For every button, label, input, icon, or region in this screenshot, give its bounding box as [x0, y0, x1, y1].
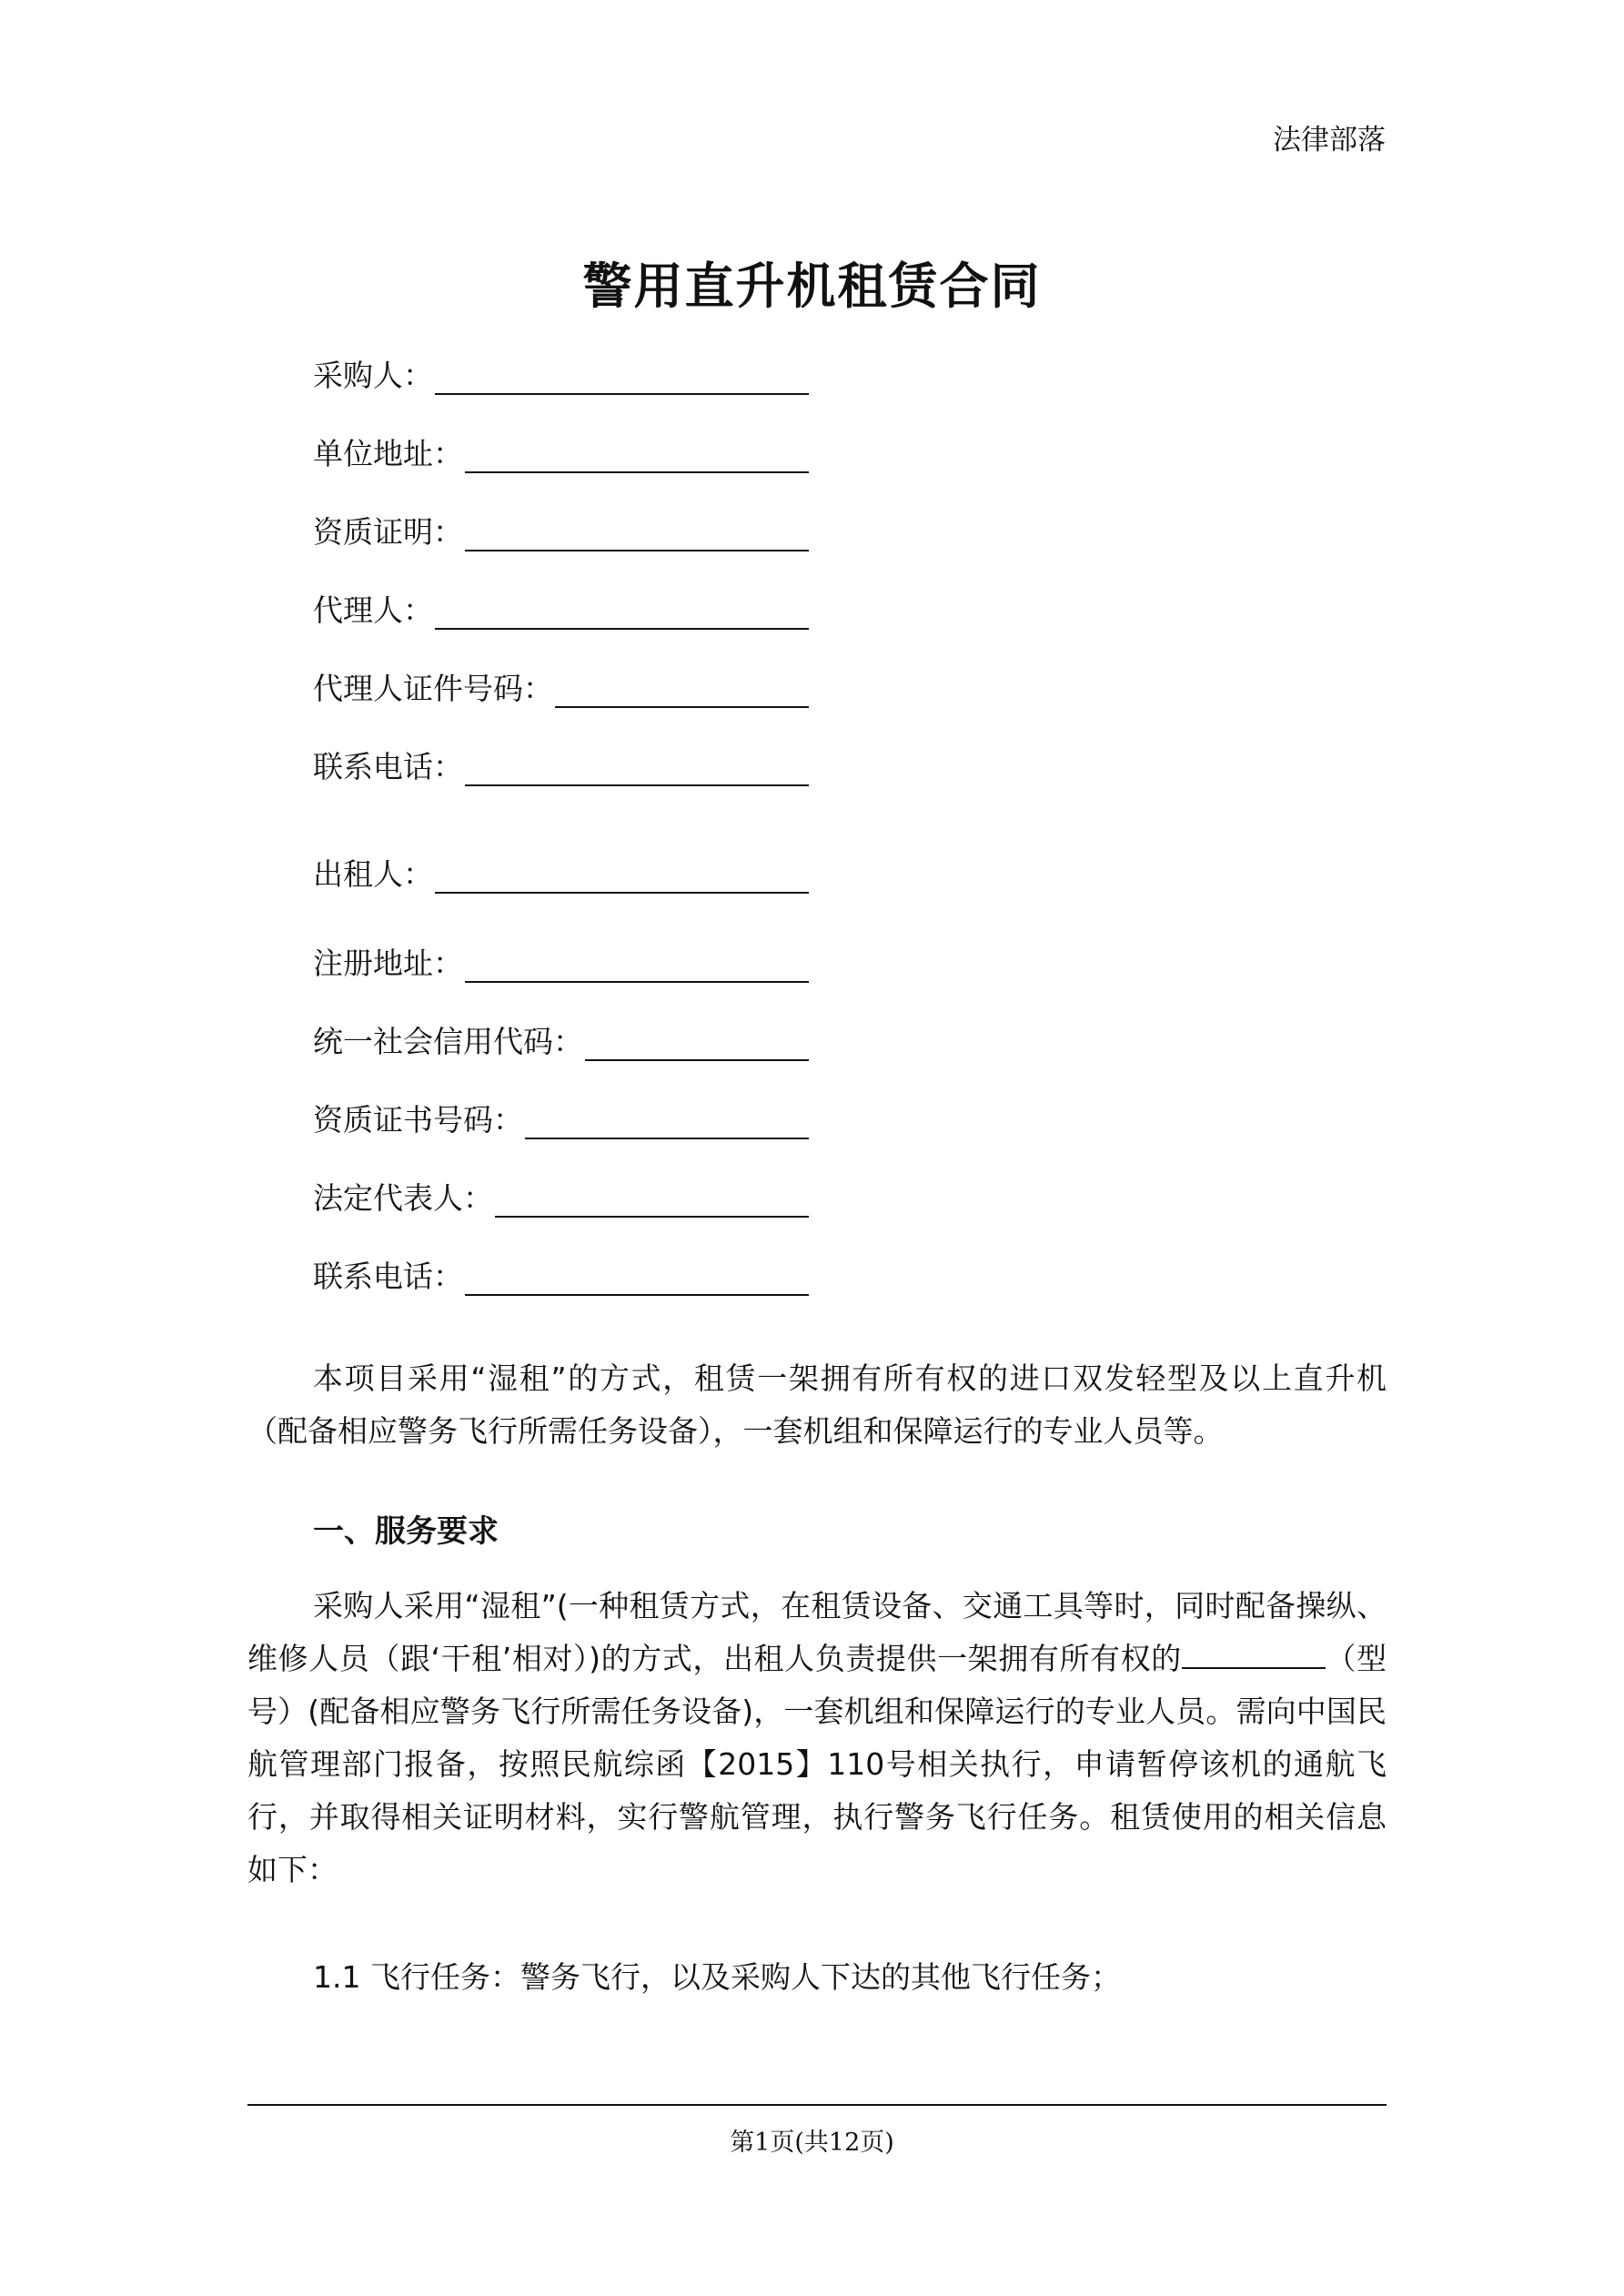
buyer-field-agent-id — [313, 663, 809, 708]
fill-line — [465, 946, 809, 983]
field-label: 资质证书号码： — [313, 1102, 523, 1138]
intro-paragraph: 本项目采用“湿租”的方式，租赁一架拥有所有权的进口双发轻型及以上直升机（配备相应警务飞行所需任务设备），一套机组和保障运行的专业人员等。 — [247, 1360, 1387, 1449]
buyer-field-qualification — [313, 506, 809, 551]
lessor-field-lessor — [313, 848, 809, 894]
lessor-field-certificate — [313, 1094, 809, 1139]
service-requirements-paragraph — [247, 1580, 1387, 1896]
field-label: 采购人： — [313, 358, 433, 393]
fill-line — [555, 672, 809, 708]
fill-line — [435, 593, 809, 630]
fill-line — [435, 359, 809, 395]
fill-line — [495, 1181, 809, 1218]
model-blank-line — [1182, 1640, 1326, 1669]
fill-line — [585, 1025, 809, 1061]
field-label: 联系电话： — [313, 749, 463, 784]
section-heading: 一、服务要求 — [313, 1513, 499, 1550]
field-label: 代理人证件号码： — [313, 671, 553, 706]
field-label: 单位地址： — [313, 436, 463, 471]
header-brand: 法律部落 — [1273, 124, 1386, 157]
field-label: 统一社会信用代码： — [313, 1024, 583, 1059]
buyer-field-agent — [313, 584, 809, 630]
field-label: 资质证明： — [313, 514, 463, 550]
page-number: 第1页(共12页) — [730, 2129, 894, 2157]
lessor-field-address — [313, 937, 809, 983]
item-1-1: 1.1 飞行任务：警务飞行，以及采购人下达的其他飞行任务； — [313, 1959, 1121, 1995]
paragraph-text: 采购人采用“湿租”(一种租赁方式，在租赁设备、交通工具等时，同时配备操纵、维修人员（跟‘干租’相对）)的方式，出租人负责提供一架拥有所有权的 — [247, 1588, 1387, 1676]
lessor-field-phone — [313, 1250, 809, 1296]
lessor-field-legal-rep — [313, 1172, 809, 1218]
buyer-field-phone — [313, 741, 809, 786]
fill-line — [465, 1259, 809, 1296]
fill-line — [465, 437, 809, 473]
field-label: 注册地址： — [313, 946, 463, 981]
fill-line — [465, 515, 809, 551]
lessor-field-credit-code — [313, 1016, 809, 1061]
fill-line — [435, 857, 809, 894]
field-label: 联系电话： — [313, 1259, 463, 1294]
field-label: 代理人： — [313, 592, 433, 628]
field-label: 出租人： — [313, 856, 433, 892]
buyer-field-purchaser — [313, 349, 809, 395]
fill-line — [525, 1103, 809, 1139]
fill-line — [465, 750, 809, 786]
paragraph-text: （型号）(配备相应警务飞行所需任务设备)，一套机组和保障运行的专业人员。需向中国民航管理部门报备，按照民航综函【2015】110号相关执行，申请暂停该机的通航飞行，并取得相关证明材料，实行警航管理，执行警务飞行任务。租赁使用的相关信息如下： — [247, 1641, 1387, 1887]
field-label: 法定代表人： — [313, 1180, 493, 1216]
footer-divider — [247, 2104, 1387, 2106]
buyer-field-address — [313, 428, 809, 473]
document-title: 警用直升机租赁合同 — [582, 258, 1042, 315]
